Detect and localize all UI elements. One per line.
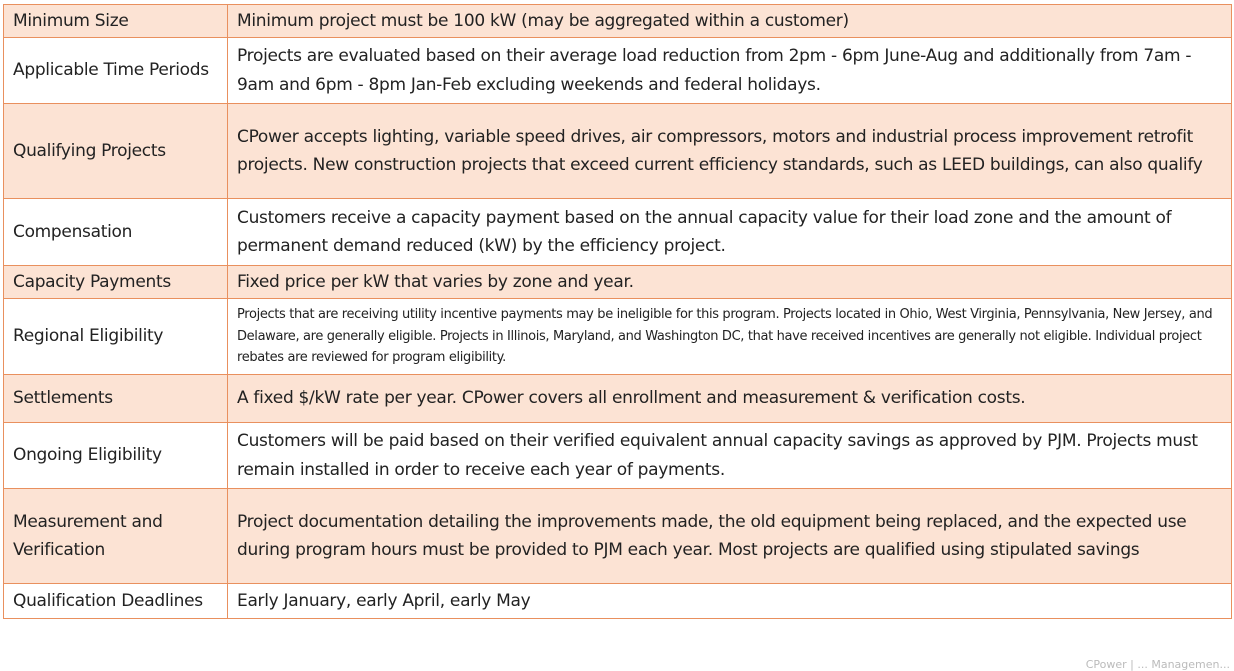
row-description: A fixed $/kW rate per year. CPower covers all enrollment and measurement & verification costs.	[228, 375, 1232, 423]
table-row-minimum-size	[4, 5, 1232, 38]
row-description: Fixed price per kW that varies by zone and year.	[228, 266, 1232, 299]
table-row-capacity-payments	[4, 266, 1232, 299]
footer-watermark: CPower | ... Managemen...	[1085, 658, 1230, 671]
row-description: Projects that are receiving utility incentive payments may be ineligible for this program. Projects located in Ohio, West Virginia, Pennsylvania, New Jersey, and Delaware, are generally eligible. Projects in Illinois, Maryland, and Washington DC, that have received incentives are generally not eligible. Individual project rebates are reviewed for program eligibility.	[228, 299, 1232, 375]
table-row-applicable-time-periods	[4, 38, 1232, 104]
row-label: Settlements	[4, 375, 228, 423]
row-description: Customers receive a capacity payment based on the annual capacity value for their load zone and the amount of permanent demand reduced (kW) by the efficiency project.	[228, 199, 1232, 266]
row-label: Qualification Deadlines	[4, 584, 228, 619]
row-description: Customers will be paid based on their verified equivalent annual capacity savings as approved by PJM. Projects must remain installed in order to receive each year of payments.	[228, 423, 1232, 489]
row-description: Projects are evaluated based on their average load reduction from 2pm - 6pm June-Aug and additionally from 7am - 9am and 6pm - 8pm Jan-Feb excluding weekends and federal holidays.	[228, 38, 1232, 104]
row-description: Minimum project must be 100 kW (may be aggregated within a customer)	[228, 5, 1232, 38]
row-label: Measurement and Verification	[4, 489, 228, 584]
row-description: Early January, early April, early May	[228, 584, 1232, 619]
row-description: Project documentation detailing the improvements made, the old equipment being replaced, and the expected use during program hours must be provided to PJM each year. Most projects are qualified using stipulated savings	[228, 489, 1232, 584]
row-label: Compensation	[4, 199, 228, 266]
table-row-qualifying-projects	[4, 104, 1232, 199]
table-row-qualification-deadlines	[4, 584, 1232, 619]
row-label: Ongoing Eligibility	[4, 423, 228, 489]
row-label: Minimum Size	[4, 5, 228, 38]
program-details-table	[3, 4, 1232, 619]
row-label: Applicable Time Periods	[4, 38, 228, 104]
table-row-compensation	[4, 199, 1232, 266]
table-row-settlements	[4, 375, 1232, 423]
row-label: Qualifying Projects	[4, 104, 228, 199]
table-row-regional-eligibility	[4, 299, 1232, 375]
row-label: Capacity Payments	[4, 266, 228, 299]
table-row-measurement-and-verification	[4, 489, 1232, 584]
row-description: CPower accepts lighting, variable speed drives, air compressors, motors and industrial process improvement retrofit projects. New construction projects that exceed current efficiency standards, such as LEED buildings, can also qualify	[228, 104, 1232, 199]
table-row-ongoing-eligibility	[4, 423, 1232, 489]
row-label: Regional Eligibility	[4, 299, 228, 375]
